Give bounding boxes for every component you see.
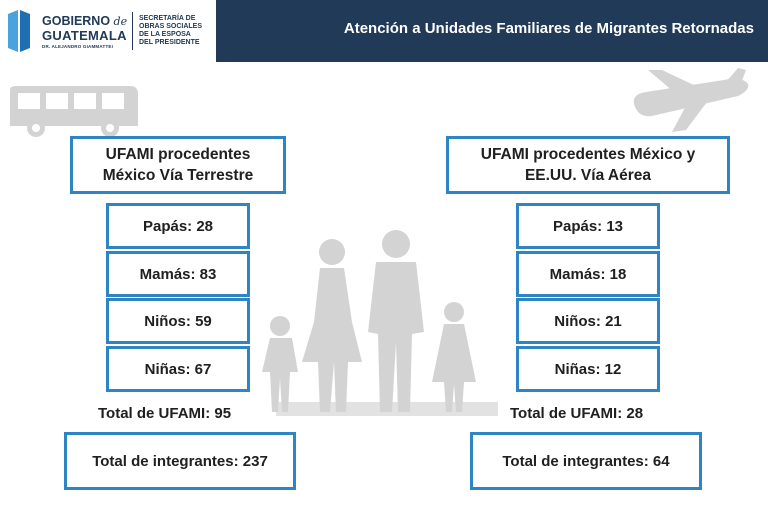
logo-name [42,14,127,43]
family-silhouette [258,222,498,418]
air-stat-mamas: Mamás: 18 [516,251,660,297]
logo-subtitle: DR. ALEJANDRO GIAMMATTEI [42,44,114,49]
logo-name-de: de [113,15,128,28]
air-stat-papas: Papás: 13 [516,203,660,249]
bus-icon [6,84,140,138]
land-title-line1: UFAMI procedentes [105,146,251,163]
logo-secretariat [139,15,202,47]
logo-secretariat-line: OBRAS SOCIALES [139,23,203,30]
logo-name-line2: GUATEMALA [42,28,127,43]
land-stat-ninas: Niñas: 67 [106,346,250,392]
page-title: Atención a Unidades Familiares de Migrantes Retornadas [343,20,754,37]
logo-divider [132,12,133,50]
air-total-members: Total de integrantes: 64 [470,432,702,490]
air-title-line2: EE.UU. Vía Aérea [524,167,652,184]
land-total-members: Total de integrantes: 237 [64,432,296,490]
air-stat-ninas: Niñas: 12 [516,346,660,392]
header-logo-area [0,0,216,62]
flag-logo-icon [6,8,36,54]
land-total-ufami: Total de UFAMI: 95 [98,405,232,422]
logo-secretariat-line: DE LA ESPOSA [139,31,191,38]
air-stat-ninos: Niños: 21 [516,298,660,344]
logo-secretariat-line: DEL PRESIDENTE [139,39,200,46]
header-bar [216,0,768,62]
logo-name-line1: GOBIERNO [42,14,111,28]
air-title-line1: UFAMI procedentes México y [480,146,696,163]
land-stat-mamas: Mamás: 83 [106,251,250,297]
land-stat-ninos: Niños: 59 [106,298,250,344]
land-stat-papas: Papás: 28 [106,203,250,249]
land-title-box [70,136,286,194]
logo-secretariat-line: SECRETARÍA DE [139,15,196,22]
airplane-icon [628,66,754,134]
air-title-box [446,136,730,194]
air-total-ufami: Total de UFAMI: 28 [510,405,644,422]
land-title-line2: México Vía Terrestre [102,167,254,184]
